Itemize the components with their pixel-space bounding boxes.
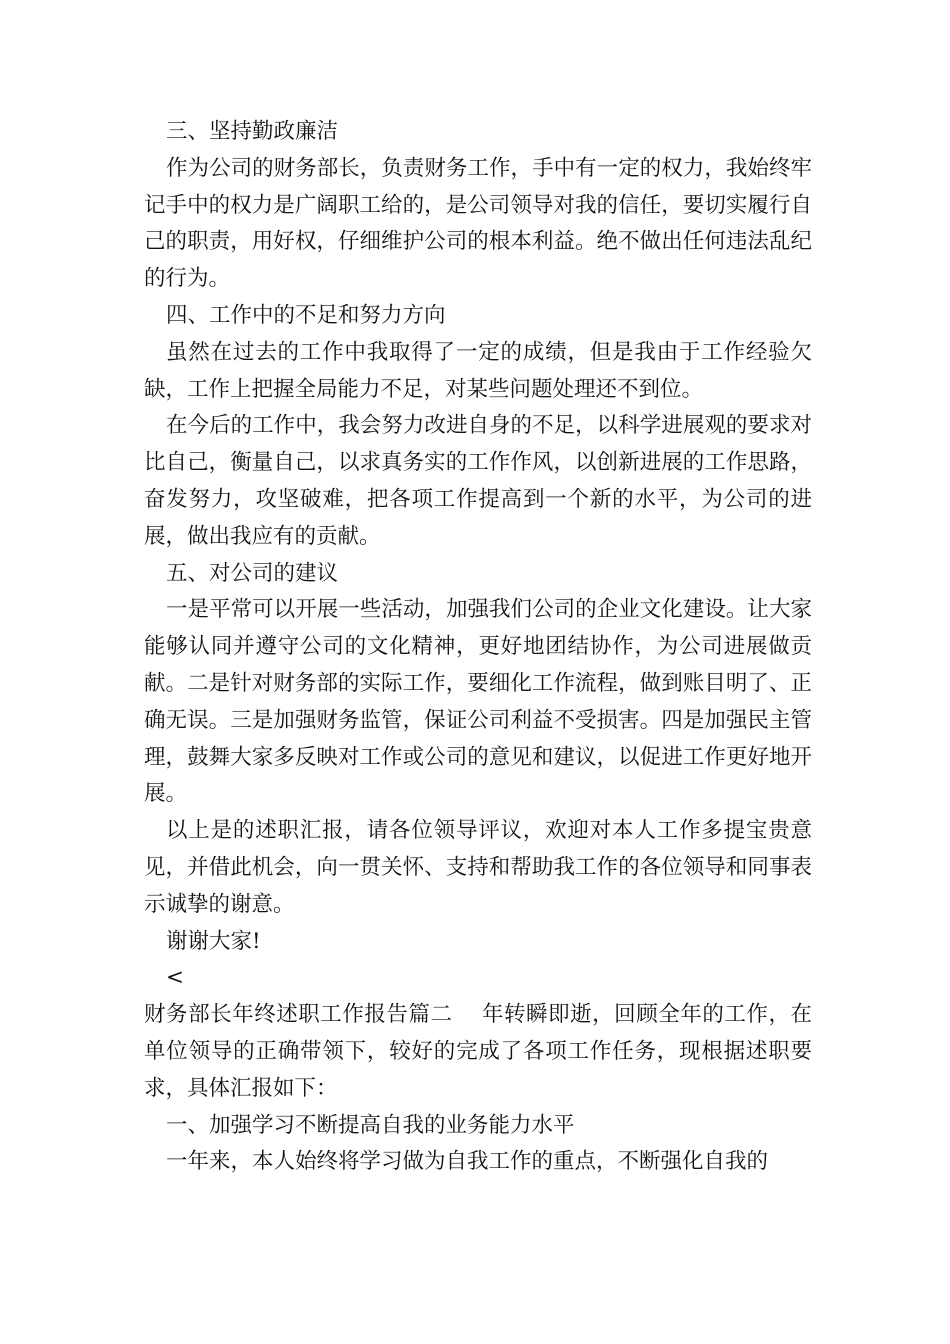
thanks-line: 谢谢大家! (166, 928, 261, 954)
paragraph-closing: 以上是的述职汇报，请各位领导评议，欢迎对本人工作多提宝贵意见，并借此机会，向一贯关怀、支持和帮助我工作的各位领导和同事表示诚挚的谢意。 (144, 818, 812, 917)
paragraph-shortcomings: 虽然在过去的工作中我取得了一定的成绩，但是我由于工作经验欠缺，工作上把握全局能力不足，对某些问题处理还不到位。 (144, 339, 812, 402)
section-heading-3: 三、坚持勤政廉洁 (166, 119, 339, 144)
section-heading-4: 四、工作中的不足和努力方向 (166, 302, 446, 328)
section-heading-5: 五、对公司的建议 (166, 560, 339, 586)
report-two-intro: 财务部长年终述职工作报告篇二 年转瞬即逝，回顾全年的工作，在单位领导的正确带领下，较好的完成了各项工作任务，现根据述职要求，具体汇报如下： (144, 1002, 812, 1101)
paragraph-learning: 一年来，本人始终将学习做为自我工作的重点，不断强化自我的 (166, 1149, 769, 1175)
document-body (144, 114, 812, 1181)
paragraph-integrity: 作为公司的财务部长，负责财务工作，手中有一定的权力，我始终牢记手中的权力是广阔职工给的，是公司领导对我的信任，要切实履行自己的职责，用好权，仔细维护公司的根本利益。绝不做出任何违法乱纪的行为。 (144, 155, 812, 292)
paragraph-suggestions: 一是平常可以开展一些活动，加强我们公司的企业文化建设。让大家能够认同并遵守公司的文化精神，更好地团结协作，为公司进展做贡献。二是针对财务部的实际工作，要细化工作流程，做到账目明了、正确无误。三是加强财务监管，保证公司利益不受损害。四是加强民主管理，鼓舞大家多反映对工作或公司的意见和建议，以促进工作更好地开展。 (144, 597, 812, 807)
paragraph-future-direction: 在今后的工作中，我会努力改进自身的不足，以科学进展观的要求对比自己，衡量自己，以求真务实的工作作风，以创新进展的工作思路，奋发努力，攻坚破难，把各项工作提高到一个新的水平，为公司的进展，做出我应有的贡献。 (144, 413, 812, 549)
bracket-line: < (166, 965, 185, 991)
section-heading-1: 一、加强学习不断提高自我的业务能力水平 (166, 1112, 575, 1138)
